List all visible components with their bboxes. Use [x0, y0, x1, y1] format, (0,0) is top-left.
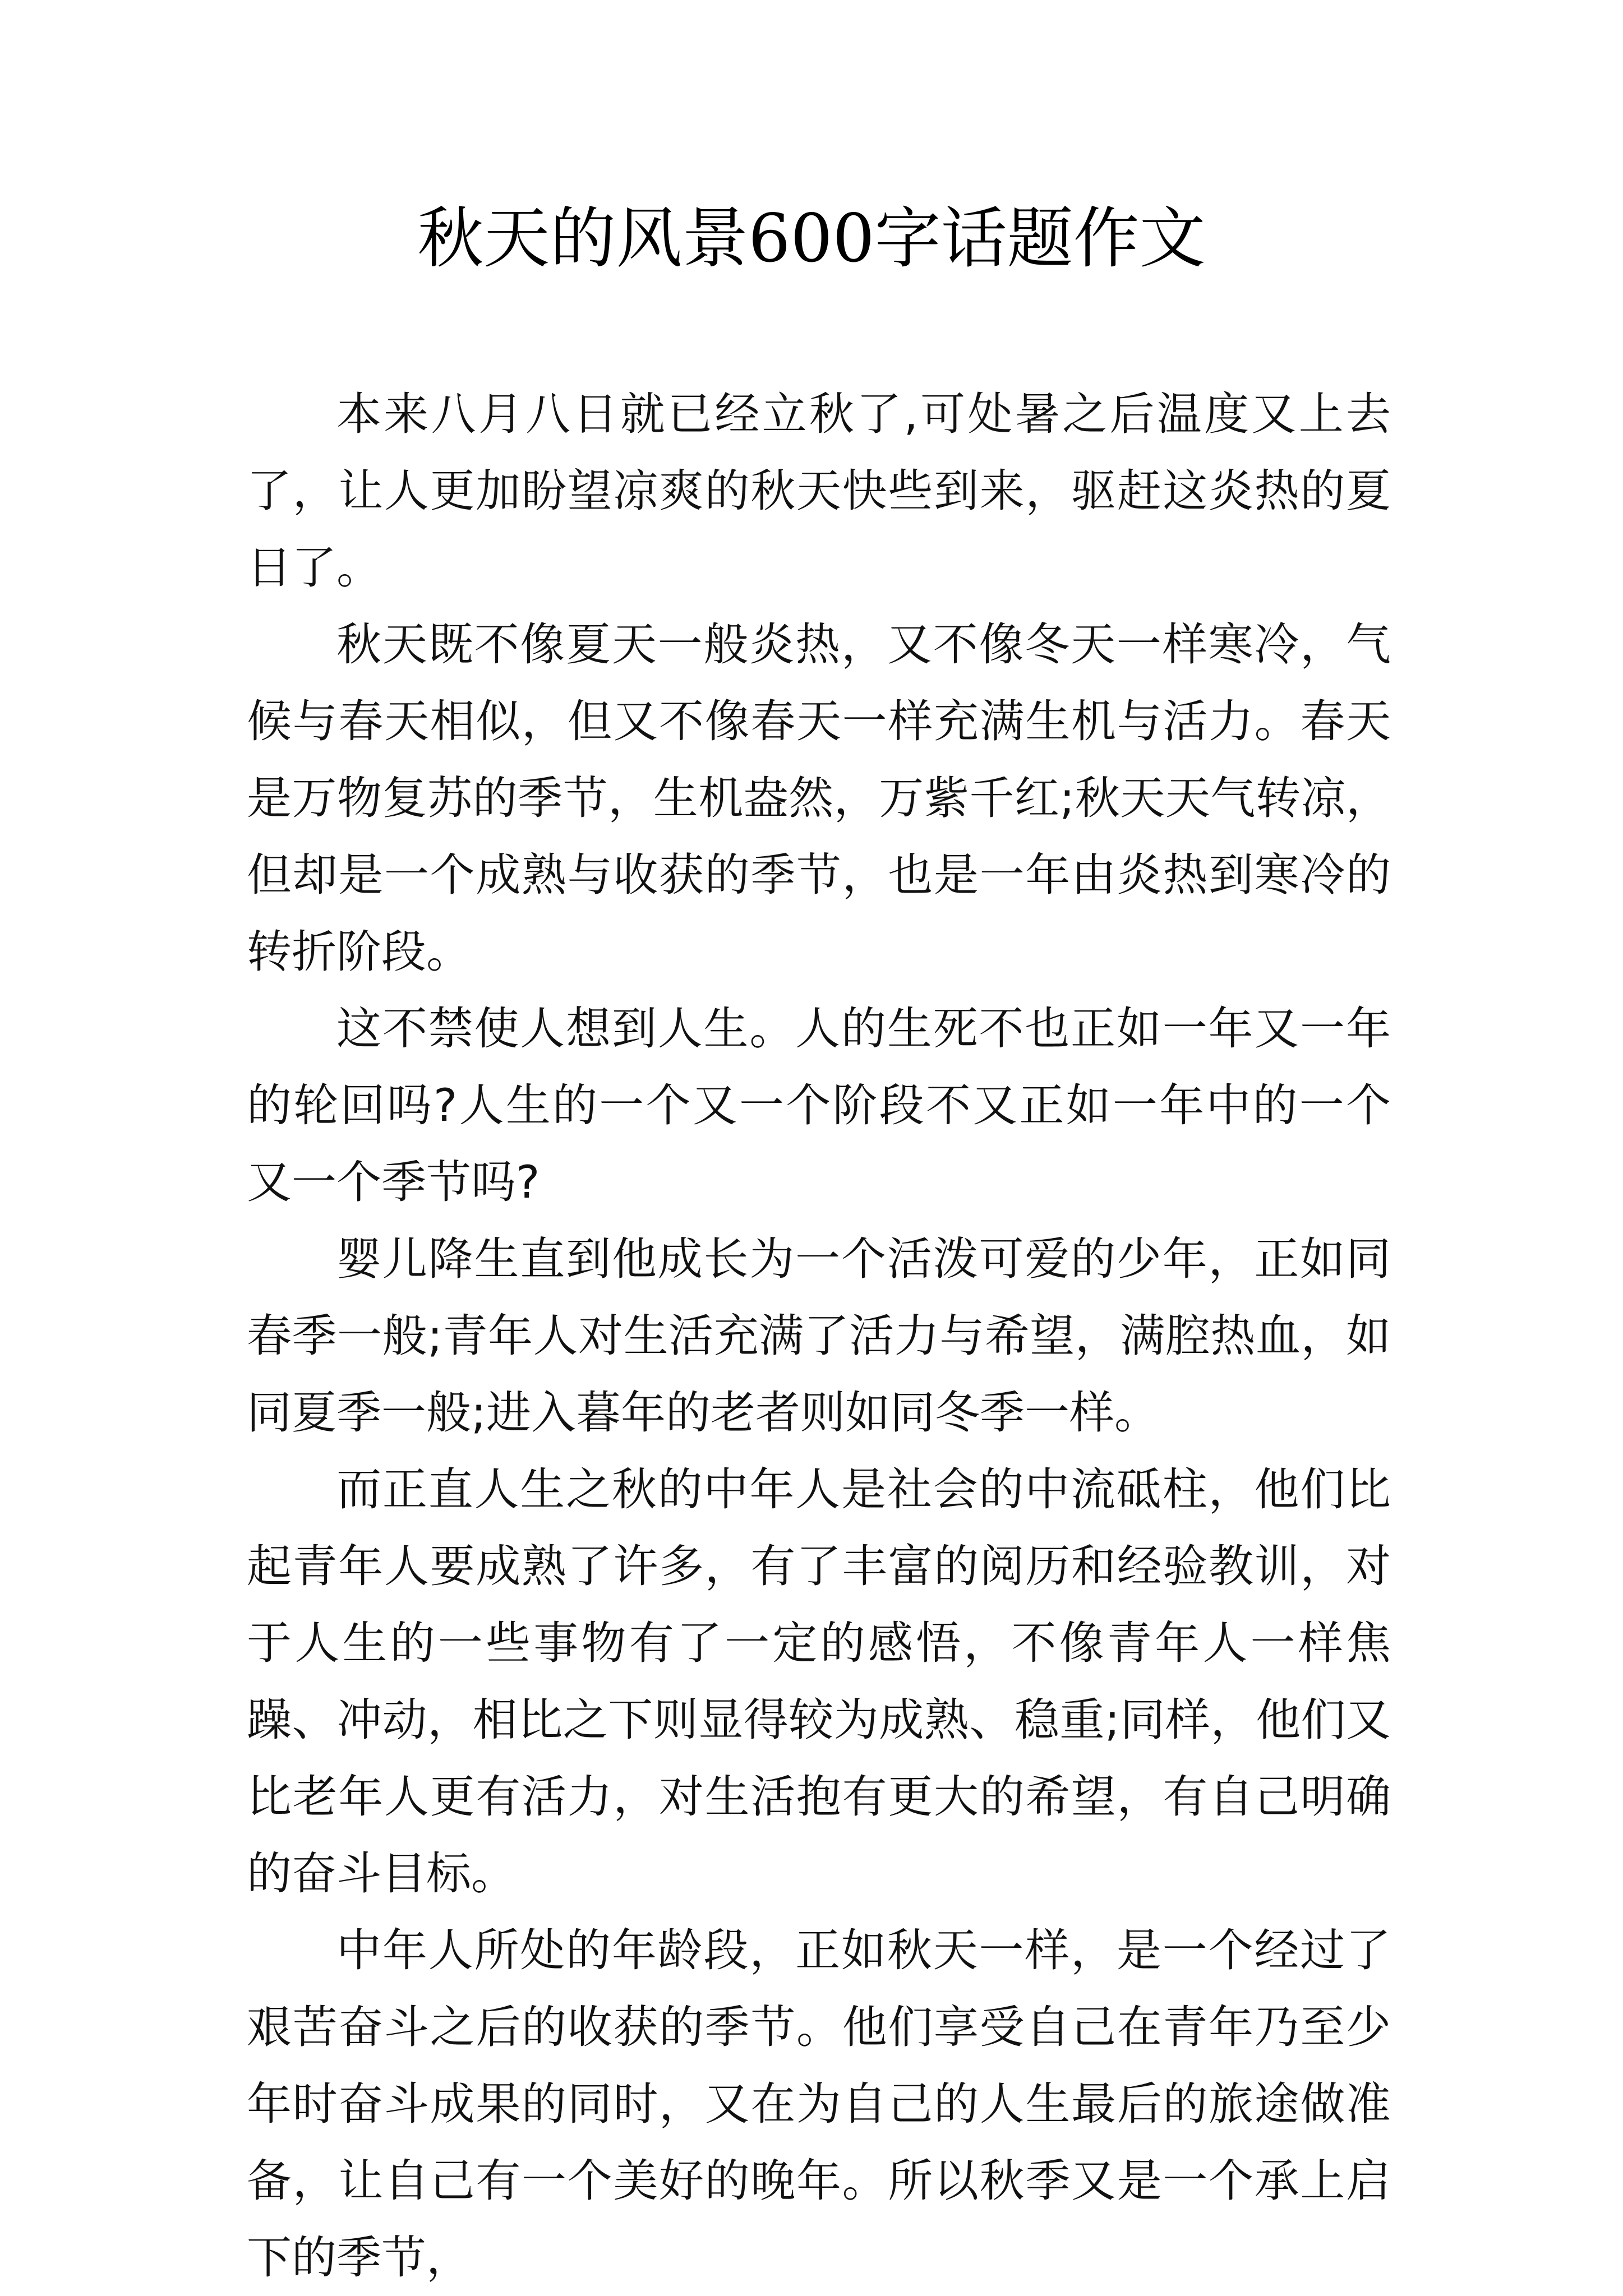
paragraph-6: 中年人所处的年龄段，正如秋天一样，是一个经过了艰苦奋斗之后的收获的季节。他们享受自己在青年乃至少年时奋斗成果的同时，又在为自己的人生最后的旅途做准备，让自己有一个美好的晚年。所以秋季又是一个承上启下的季节， — [247, 1924, 1391, 2284]
document-body — [247, 376, 1391, 2296]
paragraph-3: 这不禁使人想到人生。人的生死不也正如一年又一年的轮回吗?人生的一个又一个阶段不又正如一年中的一个又一个季节吗? — [247, 1003, 1391, 1208]
paragraph-1: 本来八月八日就已经立秋了,可处暑之后温度又上去了，让人更加盼望凉爽的秋天快些到来，驱赶这炎热的夏日了。 — [247, 388, 1391, 594]
paragraph-4: 婴儿降生直到他成长为一个活泼可爱的少年，正如同春季一般;青年人对生活充满了活力与希望，满腔热血，如同夏季一般;进入暮年的老者则如同冬季一样。 — [247, 1233, 1391, 1439]
document-title: 秋天的风景600字话题作文 — [417, 200, 1206, 277]
paragraph-5: 而正直人生之秋的中年人是社会的中流砥柱，他们比起青年人要成熟了许多，有了丰富的阅历和经验教训，对于人生的一些事物有了一定的感悟，不像青年人一样焦躁、冲动，相比之下则显得较为成熟、稳重;同样，他们又比老年人更有活力，对生活抱有更大的希望，有自己明确的奋斗目标。 — [247, 1463, 1391, 1900]
paragraph-2: 秋天既不像夏天一般炎热，又不像冬天一样寒冷，气候与春天相似，但又不像春天一样充满生机与活力。春天是万物复苏的季节，生机盎然，万紫千红;秋天天气转凉，但却是一个成熟与收获的季节，也是一年由炎热到寒冷的转折阶段。 — [247, 618, 1391, 978]
